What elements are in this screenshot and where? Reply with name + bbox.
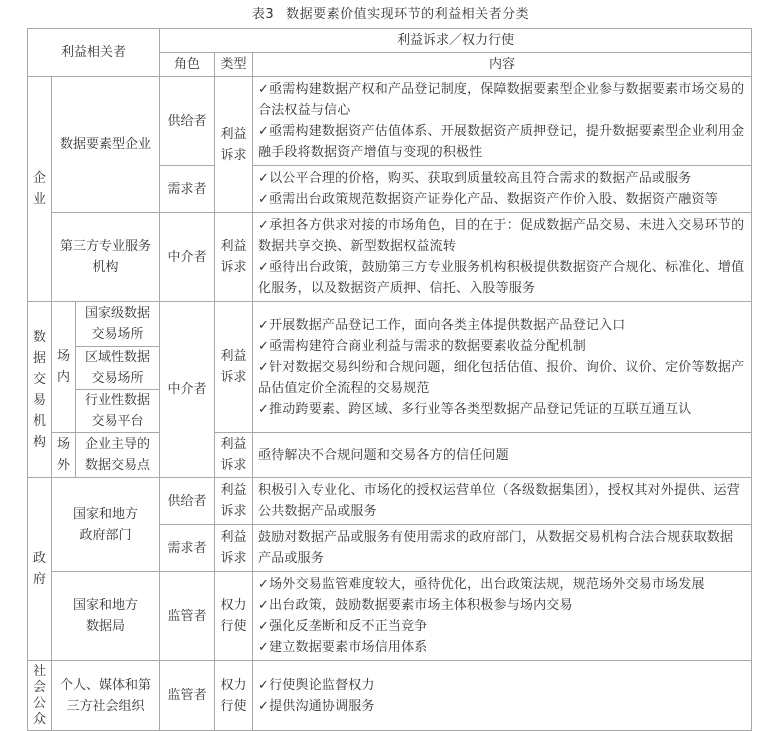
stakeholder-table [27,28,752,731]
content-item: 积极引入专业化、市场化的授权运营单位（各级数据集团），授权其对外提供、运营公共数据产品或服务 [258,483,740,519]
table-number: 表3 [251,7,275,22]
content-item: ✓亟需出台政策规范数据资产证券化产品、数据资产作价入股、数据资产融资等 [258,192,718,207]
table-row [28,213,752,302]
role-demander: 需求者 [160,525,215,572]
content-cell [253,433,752,478]
content-item: 亟待解决不合规问题和交易各方的信任问题 [258,447,509,463]
header-content: 内容 [253,53,752,77]
type-claim: 利益诉求 [215,478,253,525]
type-claim: 利益诉求 [215,302,253,433]
table-row [28,572,752,661]
header-claims: 利益诉求／权力行使 [160,29,752,53]
stakeholder-third-party: 第三方专业服务机构 [52,213,160,302]
table-caption [0,3,781,22]
role-intermediary: 中介者 [160,213,215,302]
content-item: ✓开展数据产品登记工作，面向各类主体提供数据产品登记入口 [258,317,626,333]
type-claim: 利益诉求 [215,213,253,302]
table-row [28,478,752,525]
table-row [28,433,752,478]
role-regulator: 监管者 [160,661,215,731]
group-label-enterprise: 企业 [28,77,52,302]
stakeholder-national-exchange: 国家级数据交易场所 [76,302,160,347]
stakeholder-enterprise-trading-point: 企业主导的数据交易点 [76,433,160,478]
content-cell [253,213,752,302]
content-item: ✓场外交易监管难度较大，亟待优化，出台政策法规，规范场外交易市场发展 [258,577,705,592]
content-item: ✓行使舆论监督权力 [258,677,375,693]
role-intermediary: 中介者 [160,302,215,478]
content-item: ✓亟需构建数据资产估值体系、开展数据资产质押登记，提升数据要素型企业利用金融手段将数据资产增值与变现的积极性 [258,124,745,160]
role-regulator: 监管者 [160,572,215,661]
content-item: 鼓励对数据产品或服务有使用需求的政府部门，从数据交易机构合法合规获取数据产品或服务 [258,530,734,566]
content-item: ✓以公平合理的价格，购买、获取到质量较高且符合需求的数据产品或服务 [258,171,692,186]
content-cell [253,525,752,572]
type-claim: 利益诉求 [215,525,253,572]
header-stakeholder: 利益相关者 [28,29,160,77]
role-demander: 需求者 [160,166,215,213]
onsite-label: 场内 [52,302,76,433]
group-label-public: 社会公众 [28,661,52,731]
role-supplier: 供给者 [160,478,215,525]
type-claim: 利益诉求 [215,77,253,213]
table-row [28,302,752,347]
content-cell [253,302,752,433]
content-cell [253,572,752,661]
content-cell [253,77,752,166]
content-item: ✓亟需构建符合商业利益与需求的数据要素收益分配机制 [258,338,586,354]
content-item: ✓建立数据要素市场信用体系 [258,640,428,655]
content-cell [253,166,752,213]
stakeholder-data-enterprise: 数据要素型企业 [52,77,160,213]
content-item: ✓针对数据交易纠纷和合规问题，细化包括估值、报价、询价、议价、定价等数据产品估值定价全流程的交易规范 [258,359,745,396]
type-power: 权力行使 [215,661,253,731]
type-claim: 利益诉求 [215,433,253,478]
content-item: ✓亟待出台政策，鼓励第三方专业服务机构积极提供数据资产合规化、标准化、增值化服务，以及数据资产质押、信托、入股等服务 [258,260,745,296]
stakeholder-gov-departments: 国家和地方政府部门 [52,478,160,572]
stakeholder-industry-platform: 行业性数据交易平台 [76,390,160,433]
group-label-exchange: 数据交易机构 [28,302,52,478]
header-row-1 [28,29,752,53]
stakeholder-regional-exchange: 区域性数据交易场所 [76,347,160,390]
content-item: ✓提供沟通协调服务 [258,698,375,714]
table-row [28,661,752,731]
content-cell [253,478,752,525]
header-type: 类型 [215,53,253,77]
role-supplier: 供给者 [160,77,215,166]
content-item: ✓强化反垄断和反不正当竞争 [258,619,428,634]
stakeholder-public: 个人、媒体和第三方社会组织 [52,661,160,731]
content-item: ✓承担各方供求对接的市场角色，目的在于：促成数据产品交易、未进入交易环节的数据共享交换、新型数据权益流转 [258,218,745,254]
content-item: ✓亟需构建数据产权和产品登记制度，保障数据要素型企业参与数据要素市场交易的合法权益与信心 [258,82,745,118]
content-cell [253,661,752,731]
table-title: 数据要素价值实现环节的利益相关者分类 [286,7,530,22]
content-item: ✓推动跨要素、跨区域、多行业等各类型数据产品登记凭证的互联互通互认 [258,401,692,417]
stakeholder-data-bureau: 国家和地方数据局 [52,572,160,661]
offsite-label: 场外 [52,433,76,478]
type-power: 权力行使 [215,572,253,661]
content-item: ✓出台政策，鼓励数据要素市场主体积极参与场内交易 [258,598,573,613]
group-label-government: 政府 [28,478,52,661]
header-role: 角色 [160,53,215,77]
table-row [28,77,752,166]
